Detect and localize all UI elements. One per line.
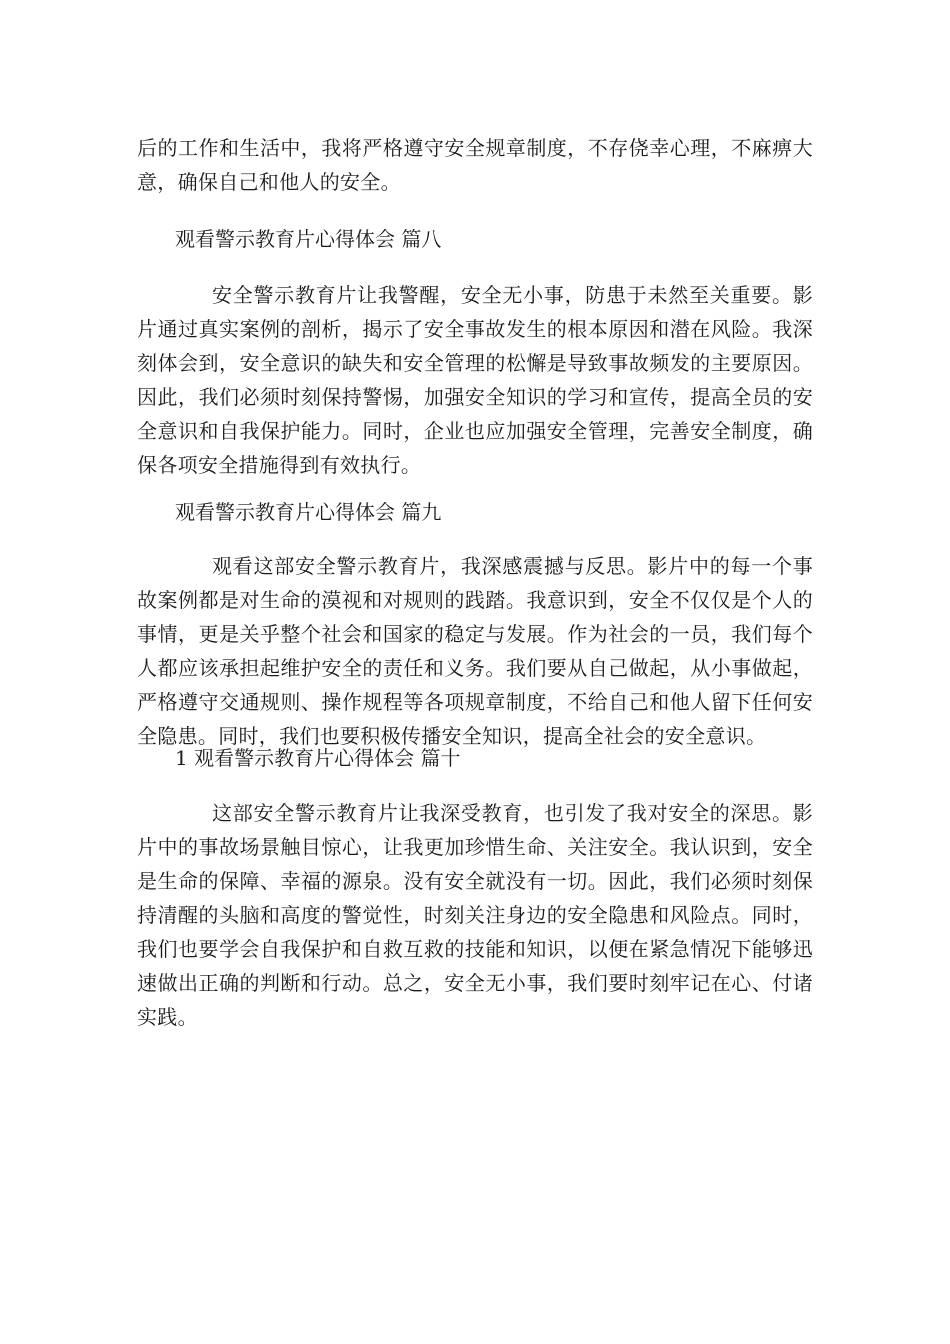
section-heading-10: 1 观看警示教育片心得体会 篇十 [175, 746, 461, 770]
section-body-8: 安全警示教育片让我警醒，安全无小事，防患于未然至关重要。影片通过真实案例的剖析，揭示了安全事故发生的根本原因和潜在风险。我深刻体会到，安全意识的缺失和安全管理的松懈是导致事故频发的主要原因。因此，我们必须时刻保持警惕，加强安全知识的学习和宣传，提高全员的安全意识和自我保护能力。同时，企业也应加强安全管理，完善安全制度，确保各项安全措施得到有效执行。 [137, 283, 813, 477]
section-body-10: 这部安全警示教育片让我深受教育，也引发了我对安全的深思。影片中的事故场景触目惊心，让我更加珍惜生命、关注安全。我认识到，安全是生命的保障、幸福的源泉。没有安全就没有一切。因此，我们必须时刻保持清醒的头脑和高度的警觉性，时刻关注身边的安全隐患和风险点。同时，我们也要学会自我保护和自救互救的技能和知识，以便在紧急情况下能够迅速做出正确的判断和行动。总之，安全无小事，我们要时刻牢记在心、付诸实践。 [137, 801, 813, 1029]
section-heading-9: 观看警示教育片心得体会 篇九 [175, 500, 442, 524]
section-heading-8: 观看警示教育片心得体会 篇八 [175, 227, 442, 251]
intro-paragraph: 后的工作和生活中，我将严格遵守安全规章制度，不存侥幸心理，不麻痹大意，确保自己和他人的安全。 [137, 136, 813, 194]
section-body-9: 观看这部安全警示教育片，我深感震撼与反思。影片中的每一个事故案例都是对生命的漠视和对规则的践踏。我意识到，安全不仅仅是个人的事情，更是关乎整个社会和国家的稳定与发展。作为社会的一员，我们每个人都应该承担起维护安全的责任和义务。我们要从自己做起，从小事做起，严格遵守交通规则、操作规程等各项规章制度，不给自己和他人留下任何安全隐患。同时，我们也要积极传播安全知识，提高全社会的安全意识。 [137, 554, 813, 748]
